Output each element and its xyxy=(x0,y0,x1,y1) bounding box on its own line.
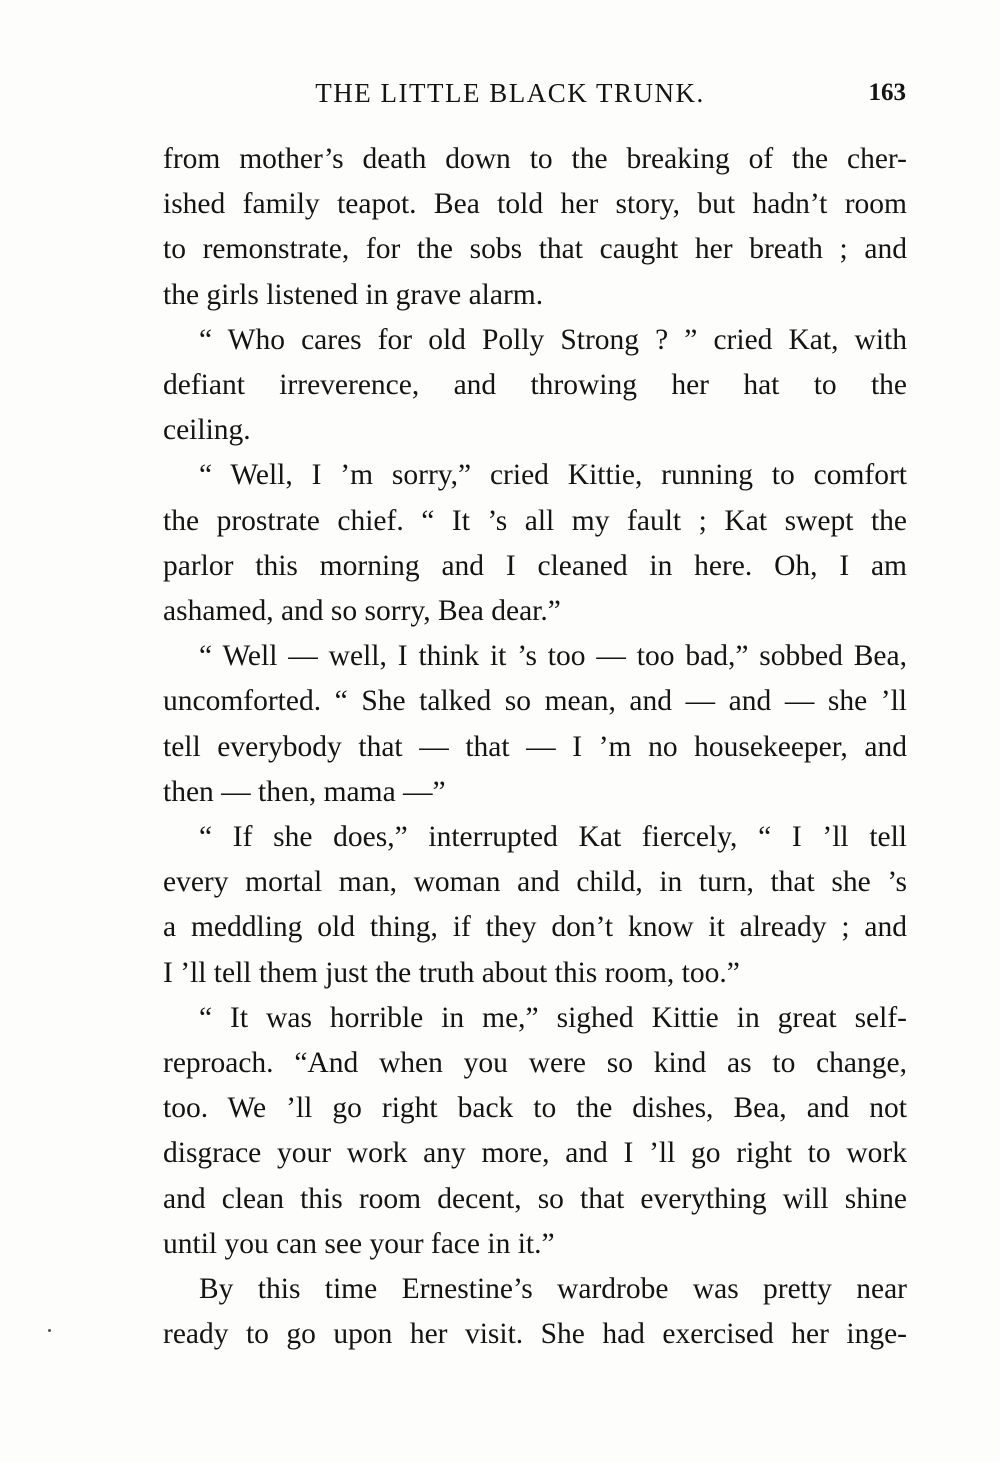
text-line: uncomforted. “ She talked so mean, and — and — she ’ll xyxy=(163,685,907,718)
paragraph xyxy=(163,815,907,996)
text-line: “ Who cares for old Polly Strong ? ” cried Kat, with xyxy=(199,323,907,356)
paper-speck xyxy=(48,1329,51,1332)
text-line: ished family teapot. Bea told her story, but hadn’t room xyxy=(163,188,907,221)
paragraph xyxy=(163,634,907,815)
paragraph xyxy=(163,453,907,634)
text-line: and clean this room decent, so that everything will shine xyxy=(163,1182,907,1215)
text-line: every mortal man, woman and child, in turn, that she ’s xyxy=(163,866,907,899)
body-text xyxy=(163,137,907,1357)
text-line: defiant irreverence, and throwing her hat to the xyxy=(163,369,907,402)
text-line: until you can see your face in it.” xyxy=(163,1227,555,1260)
text-line: ashamed, and so sorry, Bea dear.” xyxy=(163,595,561,628)
text-line: I ’ll tell them just the truth about this room, too.” xyxy=(163,956,740,989)
text-line: from mother’s death down to the breaking of the cher- xyxy=(163,143,907,175)
text-line: By this time Ernestine’s wardrobe was pretty near xyxy=(199,1273,907,1306)
text-line: a meddling old thing, if they don’t know it already ; and xyxy=(163,911,907,944)
text-line: too. We ’ll go right back to the dishes, Bea, and not xyxy=(163,1092,907,1125)
text-line: tell everybody that — that — I ’m no housekeeper, and xyxy=(163,730,907,763)
text-line: “ Well — well, I think it ’s too — too bad,” sobbed Bea, xyxy=(199,640,907,673)
running-head xyxy=(162,76,908,110)
text-line: “ Well, I ’m sorry,” cried Kittie, running to comfort xyxy=(199,459,907,492)
text-line: ready to go upon her visit. She had exercised her inge- xyxy=(163,1318,907,1351)
text-line: to remonstrate, for the sobs that caught her breath ; and xyxy=(163,233,907,266)
page-number: 163 xyxy=(868,79,906,106)
paragraph xyxy=(163,137,907,318)
text-line: “ If she does,” interrupted Kat fiercely, “ I ’ll tell xyxy=(199,821,907,854)
text-line: parlor this morning and I cleaned in here. Oh, I am xyxy=(163,549,907,582)
text-line: disgrace your work any more, and I ’ll go right to work xyxy=(163,1137,907,1170)
paragraph xyxy=(163,996,907,1267)
text-line: “ It was horrible in me,” sighed Kittie in great self- xyxy=(199,1001,907,1034)
paragraph xyxy=(163,1267,907,1357)
text-line: ceiling. xyxy=(163,414,251,447)
running-title: THE LITTLE BLACK TRUNK. xyxy=(315,78,705,108)
text-line: then — then, mama —” xyxy=(163,775,446,808)
text-line: the girls listened in grave alarm. xyxy=(163,278,544,311)
text-line: the prostrate chief. “ It ’s all my fault ; Kat swept the xyxy=(163,504,907,537)
text-line: reproach. “And when you were so kind as to change, xyxy=(163,1047,907,1080)
paragraph xyxy=(163,318,907,454)
